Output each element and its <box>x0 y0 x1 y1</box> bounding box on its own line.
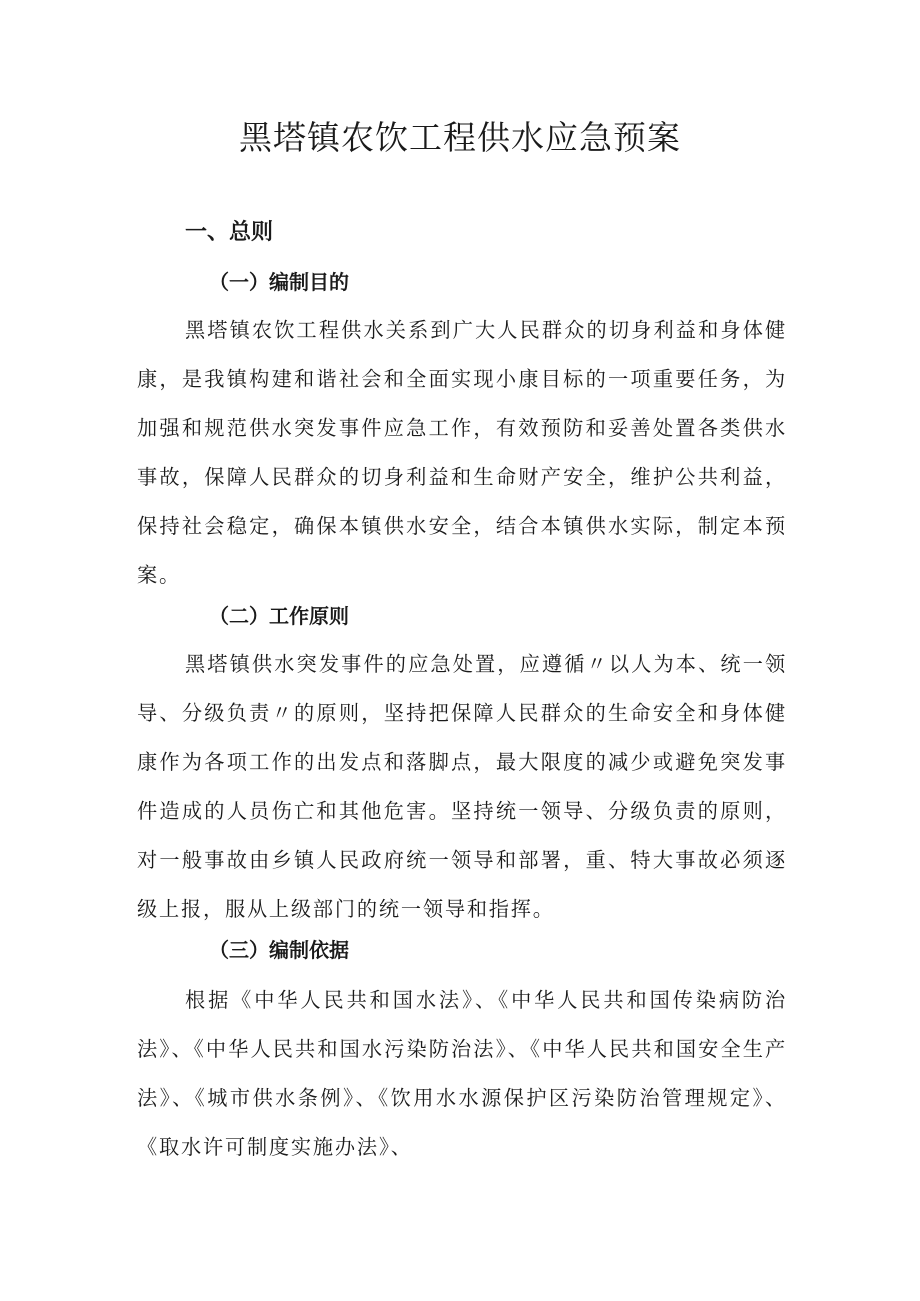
subheading-principles: （二）工作原则 <box>209 604 349 628</box>
subheading-basis: （三）编制依据 <box>209 938 349 962</box>
paragraph-principles: 黑塔镇供水突发事件的应急处置，应遵循〃以人为本、统一领导、分级负责〃的原则，坚持把保障人民群众的生命安全和身体健康作为各项工作的出发点和落脚点，最大限度的减少或避免突发事件造成的人员伤亡和其他危害。坚持统一领导、分级负责的原则，对一般事故由乡镇人民政府统一领导和部署，重、特大事故必须逐级上报，服从上级部门的统一领导和指挥。 <box>137 652 787 921</box>
section-heading-general: 一、总则 <box>185 220 274 245</box>
document-title: 黑塔镇农饮工程供水应急预案 <box>239 118 681 157</box>
paragraph-purpose: 黑塔镇农饮工程供水关系到广大人民群众的切身利益和身体健康，是我镇构建和谐社会和全面实现小康目标的一项重要任务，为加强和规范供水突发事件应急工作，有效预防和妥善处置各类供水事故，保障人民群众的切身利益和生命财产安全，维护公共利益，保持社会稳定，确保本镇供水安全，结合本镇供水实际，制定本预案。 <box>137 318 787 587</box>
subheading-purpose: （一）编制目的 <box>209 270 349 294</box>
paragraph-basis: 根据《中华人民共和国水法》、《中华人民共和国传染病防治法》、《中华人民共和国水污染防治法》、《中华人民共和国安全生产法》、《城市供水条例》、《饮用水水源保护区污染防治管理规定》、《取水许可制度实施办法》、 <box>137 988 787 1159</box>
